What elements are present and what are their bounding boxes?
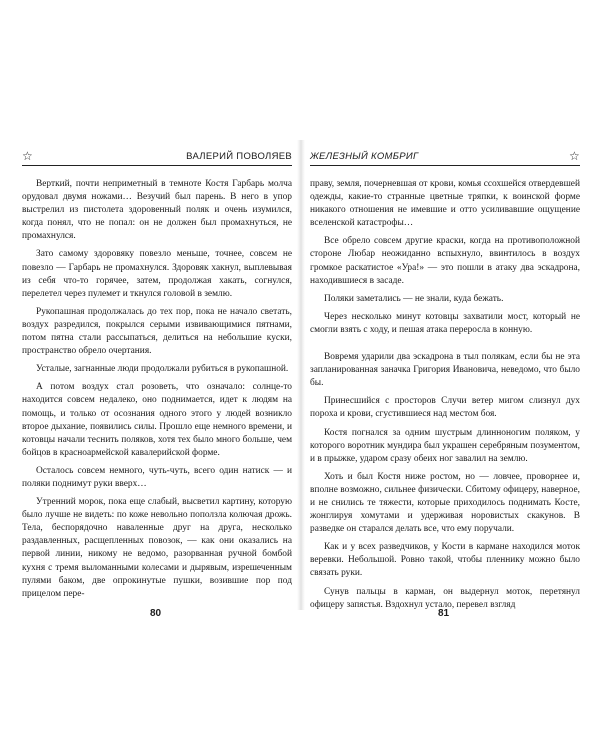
paragraph: Костя погнался за одним шустрым длинноногим поляком, у которого воротник мундира был украшен серебряным позументом, и в прыжке, ударом сразу обеих ног завалил на землю. [310,427,580,464]
right-running-head-title: ЖЕЛЕЗНЫЙ КОМБРИГ [310,151,419,162]
star-ornament-icon: ☆ [568,149,580,163]
left-running-head [22,145,292,166]
right-body-text [310,178,580,612]
paragraph: Все обрело совсем другие краски, когда на противоположной стороне Любар неожиданно вспыхнуло, ввинтилось в воздух громкое раскатистое «Ура!» — это пошли в атаку два эскадрона, находившиеся в засаде. [310,236,580,286]
left-page [22,145,292,619]
paragraph: Вовремя ударили два эскадрона в тыл полякам, если бы не эта запланированная заначка Григория Ивановича, неведомо, что было бы. [310,352,580,389]
paragraph: праву, земля, почерневшая от крови, комья ссохшейся отвердевшей одежды, какие-то странные цветные тряпки, к воинской форме никакого отношения не имевшие и отто усиливавшие ощущение вселенской катастрофы… [310,179,580,229]
paragraph: Зато самому здоровяку повезло меньше, точнее, совсем не повезло — Гарбарь не промахнулся. Здоровяк хакнул, выплевывая из себя что-то горячее, затем, продолжая хакать, согнулся, перелетел через пулемет и ткнулся головой в землю. [22,249,292,299]
paragraph: Сунув пальцы в карман, он выдернул моток, перетянул офицеру запястья. Вздохнул устало, перевел взгляд [310,586,580,610]
right-page-number: 81 [438,608,450,619]
left-page-number: 80 [150,608,162,619]
paragraph: Верткий, почти неприметный в темноте Костя Гарбарь молча орудовал двумя ножами… Везучий был парень. В него в упор выстрелил из пистолета здоровенный поляк и очень изумился, когда понял, что не попал: он не должен был промахнуться, не промахнулся. [22,179,292,242]
paragraph: Утренний морок, пока еще слабый, высветил картину, которую было лучше не видеть: по коже невольно поползла колючая дрожь. Тела, беспорядочно наваленные друг на друга, несколько раздавленных, расщепленных повозок, — как они оказались на первой линии, никому не ведомо, разорванная ручной бомбой кухня с тремя выломанными колесами и дырявым, изрешеченным пулями баком, две опрокинутые пушки, возившие пор под прицелом пере- [22,497,292,599]
paragraph: Как и у всех разведчиков, у Кости в кармане находился моток веревки. Небольшой. Ровно такой, чтобы пленнику можно было связать руки. [310,542,580,579]
paragraph: Усталые, загнанные люди продолжали рубиться в рукопашной. [36,364,289,375]
paragraph: Принесшийся с просторов Случи ветер мигом слизнул дух пороха и крови, сгустившиеся над местом боя. [310,396,580,420]
paragraph: Поляки заметались — не знали, куда бежать. [324,293,504,304]
left-body-text [22,178,292,601]
right-running-head [310,145,580,166]
paragraph: Хоть и был Костя ниже ростом, но — ловчее, проворнее и, вполне возможно, сильнее физически. Сбитому офицеру, наверное, и не снились те тяжести, которые приходилось поднимать Косте, жонглируя хомутами и удерживая норовистых скакунов. В разведке он старался делать все, что ему поручали. [310,471,580,535]
right-page [310,145,580,619]
paragraph: Через несколько минут котовцы захватили мост, который не смогли взять с ходу, и пешая атака переросла в конную. [310,311,580,335]
star-ornament-icon: ☆ [22,149,34,163]
paragraph: Осталось совсем немного, чуть-чуть, всего один натиск — и поляки поднимут руки вверх… [22,465,292,489]
paragraph: А потом воздух стал розоветь, что означало: солнце-то находится совсем недалеко, оно поднимается, идет к людям на помощь, и только от осознания одного этого у людей возникло второе дыхание, появились силы. Прошло еще немного времени, и котовцы начали теснить поляков, хотя тех было много больше, чем бойцов в красноармейской кавалерийской форме. [22,382,292,458]
paragraph: Рукопашная продолжалась до тех пор, пока не начало светать, воздух разредился, покрылся серыми извивающимися пятнами, потом пятна стали рассыпаться, делиться на небольшие куски, пространство обрело очертания. [22,306,292,357]
book-gutter [297,140,305,610]
left-running-head-title: ВАЛЕРИЙ ПОВОЛЯЕВ [186,151,292,162]
